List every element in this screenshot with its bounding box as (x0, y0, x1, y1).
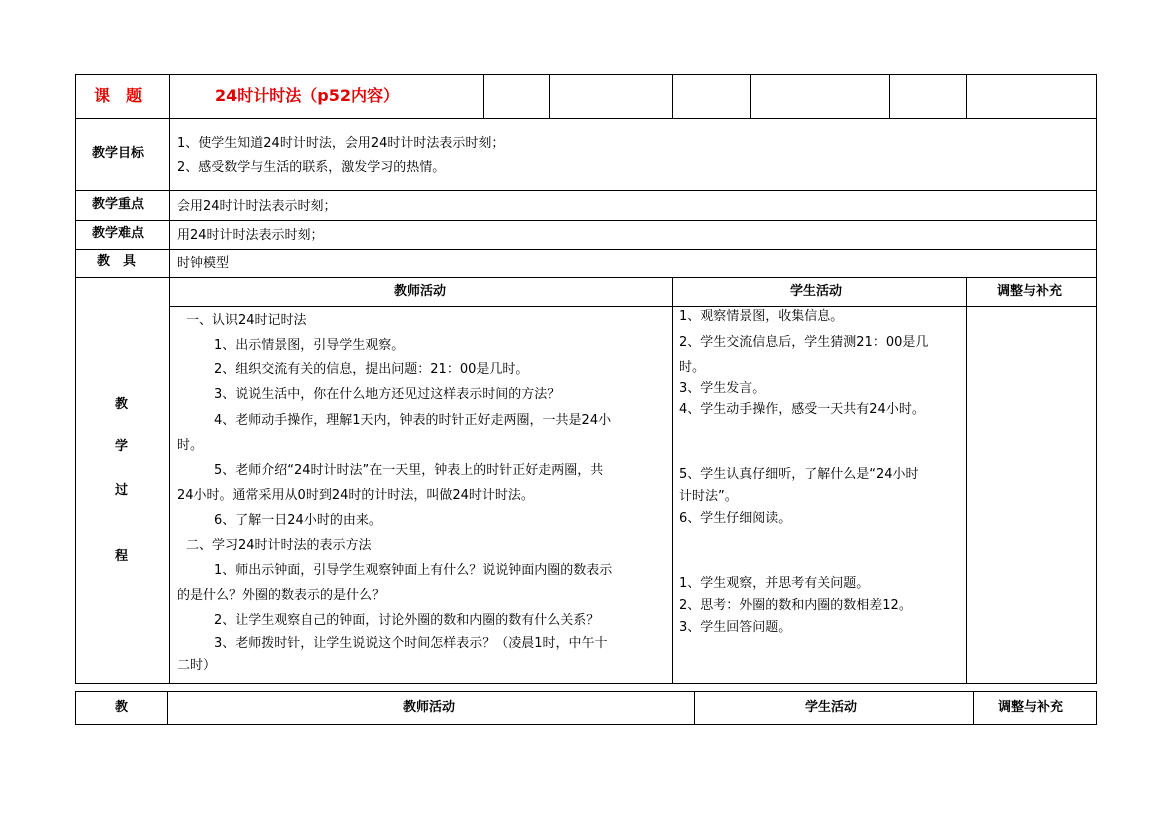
teacher-line: 4、老师动手操作，理解1天内，钟表的时针正好走两圈，一共是24小 (214, 413, 612, 428)
teacher-line: 3、说说生活中，你在什么地方还见过这样表示时间的方法？ (214, 387, 561, 402)
key-label: 教学重点 (92, 197, 145, 212)
process-label-char-1: 教 (115, 397, 129, 412)
topic-title: 24时计时法（p52内容） (215, 86, 399, 105)
student-line: 计时法”。 (679, 489, 738, 504)
goals-label: 教学目标 (92, 146, 145, 161)
goal-item-1: 1、使学生知道24时计时法，会用24时计时法表示时刻； (177, 136, 505, 151)
teacher-line: 2、组织交流有关的信息，提出问题：21：00是几时。 (214, 362, 529, 377)
col-adjust-header: 调整与补充 (997, 284, 1063, 299)
student-line: 1、观察情景图，收集信息。 (679, 309, 844, 324)
student-line: 6、学生仔细阅读。 (679, 511, 792, 526)
teacher-line: 一、认识24时记时法 (186, 313, 307, 328)
process-label-char-4: 程 (115, 549, 129, 564)
student-line: 3、学生回答问题。 (679, 620, 792, 635)
footer-col-teacher: 教师活动 (403, 700, 456, 715)
teacher-line: 6、了解一日24小时的由来。 (214, 513, 382, 528)
goal-item-2: 2、感受数学与生活的联系，激发学习的热情。 (177, 160, 446, 175)
difficulty-label: 教学难点 (92, 226, 145, 241)
process-label-char-3: 过 (115, 483, 129, 498)
teacher-line: 的是什么？外圈的数表示的是什么？ (177, 588, 386, 603)
difficulty-text: 用24时计时法表示时刻； (177, 228, 324, 243)
teacher-line: 1、师出示钟面，引导学生观察钟面上有什么？说说钟面内圈的数表示 (214, 563, 613, 578)
footer-label: 教 (115, 700, 129, 715)
teacher-line: 二时） (177, 658, 217, 673)
col-teacher-header: 教师活动 (394, 284, 447, 299)
col-student-header: 学生活动 (790, 284, 843, 299)
student-line: 3、学生发言。 (679, 381, 766, 396)
key-text: 会用24时计时法表示时刻； (177, 199, 337, 214)
student-line: 1、学生观察，并思考有关问题。 (679, 576, 870, 591)
teacher-line: 5、老师介绍“24时计时法”在一天里，钟表上的时针正好走两圈，共 (214, 463, 604, 478)
student-line: 4、学生动手操作，感受一天共有24小时。 (679, 402, 925, 417)
student-line: 时。 (679, 360, 706, 375)
process-label-char-2: 学 (115, 439, 129, 454)
student-line: 2、学生交流信息后，学生猜测21：00是几 (679, 335, 929, 350)
teacher-line: 时。 (177, 438, 204, 453)
teacher-line: 二、学习24时计时法的表示方法 (186, 538, 372, 553)
tools-text: 时钟模型 (177, 256, 230, 271)
teacher-line: 3、老师拨时针，让学生说说这个时间怎样表示？（凌晨1时，中午十 (214, 636, 608, 651)
teacher-line: 1、出示情景图，引导学生观察。 (214, 338, 405, 353)
footer-col-adjust: 调整与补充 (998, 700, 1064, 715)
topic-label: 课 题 (94, 86, 143, 105)
tools-label: 教 具 (97, 254, 137, 269)
student-line: 2、思考：外圈的数和内圈的数相差12。 (679, 598, 912, 613)
student-line: 5、学生认真仔细听，了解什么是“24小时 (679, 467, 919, 482)
footer-col-student: 学生活动 (805, 700, 858, 715)
teacher-line: 24小时。通常采用从0时到24时的计时法，叫做24时计时法。 (177, 488, 534, 503)
teacher-line: 2、让学生观察自己的钟面，讨论外圈的数和内圈的数有什么关系？ (214, 613, 600, 628)
